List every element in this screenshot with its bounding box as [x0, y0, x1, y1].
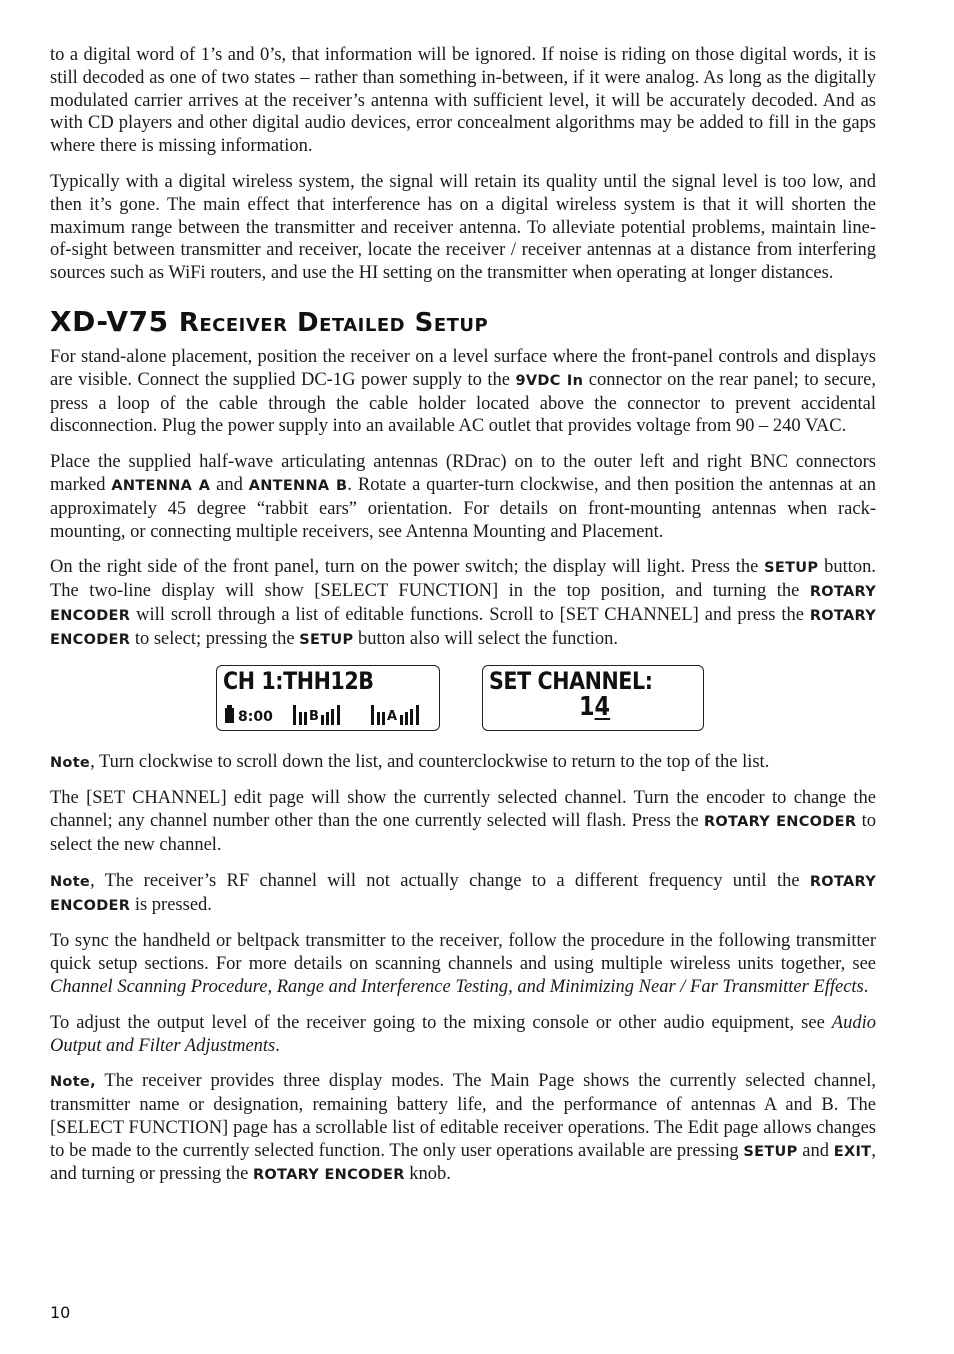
keyword-connector: 9VDC In	[515, 372, 584, 389]
section-heading	[50, 305, 876, 340]
text-run: The receiver provides three display modes. The Main Page shows the currently selected channel, transmitter name or designation, remaining battery life, and the performance of antennas A and B. The [SELECT FUNCTION] page has a scrollable list of editable receiver operations. The Edit page allows changes to be made to the currently selected function. The only user operations available are pressing	[50, 1071, 876, 1161]
text-run: and	[210, 474, 249, 495]
keyword-rotary-encoder: ROTARY ENCODER	[252, 1167, 405, 1184]
body-paragraph: to a digital word of 1’s and 0’s, that information will be ignored. If noise is riding on those digital words, it is still decoded as one of two states – rather than something in-between, if it were analog. As long as the digitally modulated carrier arrives at the receiver’s antenna with sufficient level, it will be accurately decoded. And as with CD players and other digital audio devices, error concealment algorithms may be added to fill in the gaps where there is missing information.	[50, 45, 876, 157]
text-run: , and turning or pressing the	[50, 1140, 876, 1185]
note-paragraph	[50, 1070, 876, 1187]
meter-label-a: A	[387, 708, 398, 724]
text-run: knob.	[404, 1164, 451, 1185]
text-run: .	[275, 1035, 280, 1056]
keyword-rotary-encoder: ROTARY ENCODER	[50, 584, 876, 624]
text-run: To adjust the output level of the receiver going to the mixing console or other audio equipment, see	[50, 1012, 832, 1033]
lcd-illustrations	[50, 665, 876, 741]
keyword-rotary-encoder: ROTARY ENCODER	[50, 607, 876, 648]
text-run: is pressed.	[130, 894, 212, 915]
meter-label-b: B	[309, 708, 319, 724]
lcd-channel-name: CH 1:THH12B	[223, 666, 374, 695]
note-label: Note,	[50, 1074, 96, 1091]
text-run: To sync the handheld or beltpack transmitter to the receiver, follow the procedure in the following transmitter quick setup sections. For more details on scanning channels and using multiple wireless units together, see	[50, 931, 876, 975]
body-paragraph	[50, 1012, 876, 1058]
text-run: For stand-alone placement, position the receiver on a level surface where the front-panel controls and displays are visible. Connect the supplied DC-1G power supply to the	[50, 346, 876, 390]
text-run: will scroll through a list of editable functions. Scroll to [SET CHANNEL] and press the	[130, 604, 810, 625]
keyword-setup: SETUP	[764, 560, 819, 577]
cross-reference: Channel Scanning Procedure, Range and Interference Testing, and Minimizing Near / Far Transmitter Effects	[50, 976, 864, 997]
keyword-setup: SETUP	[299, 631, 354, 648]
heading-title: Receiver Detailed Setup	[178, 307, 489, 338]
text-run: to select the new channel.	[50, 811, 876, 855]
lcd-edit-page	[482, 665, 704, 731]
lcd-set-channel-title: SET CHANNEL:	[489, 666, 653, 695]
lcd-status-row	[225, 704, 435, 726]
keyword-antenna-b: ANTENNA B	[248, 477, 348, 494]
antenna-a-meter	[371, 704, 433, 726]
text-run: Place the supplied half-wave articulating antennas (RDrac) on to the outer left and right BNC connectors marked	[50, 452, 876, 495]
body-paragraph	[50, 556, 876, 651]
note-label: Note	[50, 754, 91, 771]
battery-time: 8:00	[238, 708, 273, 725]
heading-model: XD-V75	[50, 304, 169, 338]
body-paragraph	[50, 451, 876, 543]
body-paragraph	[50, 346, 876, 438]
text-run: On the right side of the front panel, turn on the power switch; the display will light. Press the	[50, 557, 765, 578]
battery-icon	[225, 708, 234, 723]
note-paragraph	[50, 870, 876, 918]
cross-reference: Audio Output and Filter Adjustments	[50, 1012, 876, 1056]
text-run: and	[797, 1140, 834, 1161]
manual-page	[50, 44, 876, 1200]
body-paragraph: Typically with a digital wireless system, the signal will retain its quality until the signal level is too low, and then it’s gone. The main effect that interference has on a digital wireless system is that it will shorten the maximum range between the transmitter and receiver antenna. To alleviate potential problems, maintain line-of-sight between transmitter and receiver, locate the receiver / receiver antennas at a distance from interfering sources such as WiFi routers, and use the HI setting on the transmitter when operating at longer distances.	[50, 171, 876, 284]
text-run: . Rotate a quarter-turn clockwise, and then position the antennas at an approximately 45 degree “rabbit ears” orientation. For details on front-mounting antennas when rack-mounting, or connecting multiple receivers, see Antenna Mounting and Placement.	[50, 474, 877, 542]
keyword-rotary-encoder: ROTARY ENCODER	[50, 873, 876, 914]
body-paragraph	[50, 787, 876, 856]
lcd-channel-value	[579, 691, 611, 722]
note-paragraph	[50, 751, 876, 775]
text-run: button. The two-line display will show [SELECT FUNCTION] in the top position, and turning the	[50, 557, 877, 602]
channel-digit: 1	[579, 691, 595, 722]
keyword-rotary-encoder: ROTARY ENCODER	[703, 814, 857, 831]
text-run: button also will select the function.	[353, 628, 618, 649]
body-paragraph	[50, 930, 876, 998]
keyword-exit: EXIT	[833, 1143, 872, 1160]
channel-cursor-digit: 4	[594, 691, 611, 722]
page-number: 10	[50, 1303, 71, 1322]
lcd-main-page	[216, 665, 440, 731]
keyword-setup: SETUP	[743, 1143, 798, 1160]
note-label: Note	[50, 873, 91, 890]
text-run: to select; pressing the	[130, 628, 300, 649]
text-run: , The receiver’s RF channel will not actually change to a different frequency until the	[90, 870, 810, 891]
text-run: connector on the rear panel; to secure, press a loop of the cable through the cable holder located above the connector to prevent accidental disconnection. Plug the power supply into an available AC outlet that provides voltage from 90 – 240 VAC.	[50, 369, 876, 437]
text-run: The [SET CHANNEL] edit page will show the currently selected channel. Turn the encoder to change the channel; any channel number other than the one currently selected will flash. Press the	[50, 788, 876, 832]
keyword-antenna-a: ANTENNA A	[111, 477, 211, 494]
text-run: , Turn clockwise to scroll down the list, and counterclockwise to return to the top of the list.	[90, 751, 770, 772]
text-run: .	[863, 976, 869, 997]
antenna-b-meter	[293, 704, 353, 726]
